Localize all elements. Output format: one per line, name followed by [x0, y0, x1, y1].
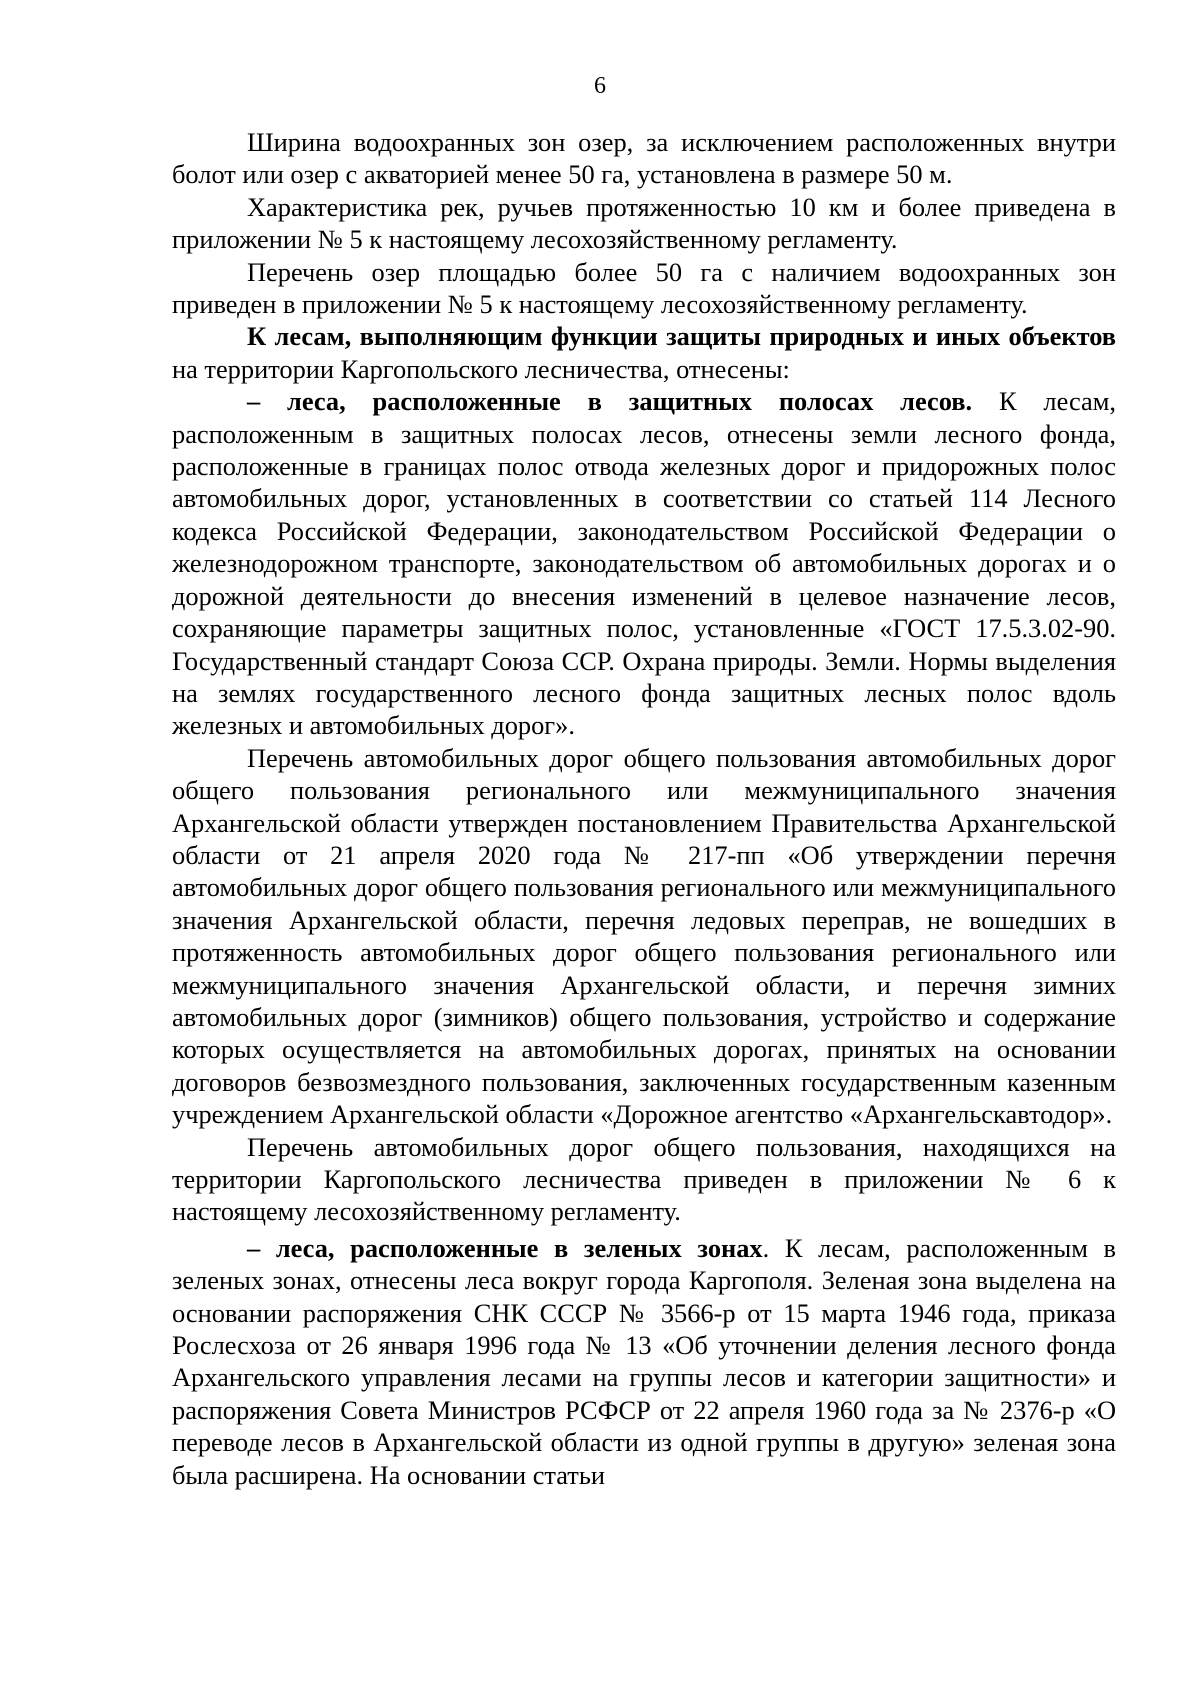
paragraph-heading-bold: К лесам, выполняющим функции защиты природных и иных объектов — [247, 321, 1116, 352]
paragraph-text: Ширина водоохранных зон озер, за исключением расположенных внутри болот или озер с акваторией менее 50 га, установлена в размере 50 м. — [172, 127, 1116, 190]
paragraph-text: К лесам, расположенным в защитных полосах лесов, отнесены земли лесного фонда, расположенные в границах полос отвода железных дорог и придорожных полос автомобильных дорог, установленных в соответствии со статьей 114 Лесного кодекса Российской Федерации, законодательством Российской Федерации о железнодорожном транспорте, законодательством об автомобильных дорогах и о дорожной деятельности до внесения изменений в целевое назначение лесов, сохраняющие параметры защитных полос, установленные «ГОСТ 17.5.3.02-90. Государственный стандарт Союза ССР. Охрана природы. Земли. Нормы выделения на землях государственного лесного фонда защитных лесных полос вдоль железных и автомобильных дорог». — [172, 386, 1116, 741]
paragraph-heading-bold: – леса, расположенные в защитных полосах лесов. — [247, 386, 973, 417]
page-number: 6 — [594, 73, 606, 99]
paragraph-lake-zones — [172, 126, 1116, 191]
paragraph-green-zones — [172, 1232, 1116, 1491]
paragraph-text: Перечень озер площадью более 50 га с наличием водоохранных зон приведен в приложении № 5 к настоящему лесохозяйственному регламенту. — [172, 256, 1116, 320]
paragraph-text: . К лесам, расположенным в зеленых зонах, отнесены леса вокруг города Каргополя. Зеленая зона выделена на основании распоряжения СНК СССР № 3566-р от 15 марта 1946 года, приказа Рослесхоза от 26 января 1996 года № 13 «Об уточнении деления лесного фонда Архангельского управления лесами на группы лесов и категории защитности» и распоряжения Совета Министров РСФСР от 22 апреля 1960 года за № 2376-р «О переводе лесов в Архангельской области из одной группы в другую» зеленая зона была расширена. На основании статьи — [172, 1232, 1117, 1490]
body-text — [172, 126, 1116, 1491]
paragraph-text: Перечень автомобильных дорог общего пользования, находящихся на территории Каргопольского лесничества приведен в приложении № 6 к настоящему лесохозяйственному регламенту. — [172, 1131, 1116, 1227]
paragraph-rivers — [172, 191, 1116, 256]
paragraph-text: Характеристика рек, ручьев протяженностью 10 км и более приведена в приложении № 5 к настоящему лесохозяйственному регламенту. — [172, 191, 1116, 255]
paragraph-text: на территории Каргопольского лесничества, отнесены: — [172, 353, 790, 384]
paragraph-heading-bold: – леса, расположенные в зеленых зонах — [247, 1232, 763, 1263]
paragraph-roads-list — [172, 742, 1116, 1131]
paragraph-protective-forests — [172, 320, 1116, 385]
paragraph-text: Перечень автомобильных дорог общего пользования автомобильных дорог общего пользования регионального или межмуниципального значения Архангельской области утвержден постановлением Правительства Архангельской области от 21 апреля 2020 года № 217-пп «Об утверждении перечня автомобильных дорог общего пользования регионального или межмуниципального значения Архангельской области, перечня ледовых переправ, не вошедших в протяженность автомобильных дорог общего пользования регионального или межмуниципального значения Архангельской области, и перечня зимних автомобильных дорог (зимников) общего пользования, устройство и содержание которых осуществляется на автомобильных дорогах, принятых на основании договоров безвозмездного пользования, заключенных государственным казенным учреждением Архангельской области «Дорожное агентство «Архангельскавтодор». — [172, 742, 1116, 1130]
paragraph-lakes-list — [172, 256, 1116, 321]
paragraph-roads-appendix — [172, 1131, 1116, 1228]
paragraph-protective-strips — [172, 385, 1116, 741]
